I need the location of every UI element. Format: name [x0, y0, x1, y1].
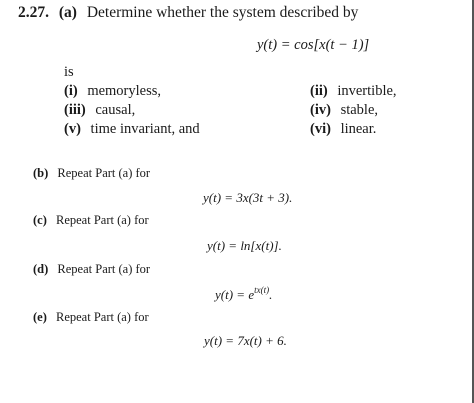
part-b-heading [33, 166, 150, 181]
property-number: (vi) [310, 121, 331, 137]
part-a-text: Determine whether the system described by [86, 4, 359, 21]
part-e-text: Repeat Part (a) for [56, 310, 149, 324]
part-d-label: (d) [33, 262, 49, 276]
property-text: invertible, [337, 83, 397, 99]
part-d-equation-exponent: tx(t) [254, 285, 270, 295]
part-e-equation: y(t) = 7x(t) + 6. [204, 333, 287, 348]
property-item [64, 102, 135, 119]
part-e-heading [33, 310, 149, 325]
property-text: stable, [340, 102, 379, 118]
part-c-heading [33, 213, 149, 228]
property-item [64, 83, 161, 100]
problem-heading [18, 4, 358, 22]
part-a-label: (a) [58, 4, 77, 21]
problem-number: 2.27. [18, 4, 49, 21]
property-text: memoryless, [87, 83, 162, 99]
part-b-text: Repeat Part (a) for [57, 166, 151, 180]
is-word: is [64, 64, 74, 80]
part-b-equation: y(t) = 3x(3t + 3). [203, 190, 293, 205]
property-text: time invariant, and [90, 121, 200, 137]
property-item [64, 121, 200, 138]
part-d-text: Repeat Part (a) for [57, 262, 151, 276]
property-number: (ii) [310, 83, 328, 99]
property-text: linear. [340, 121, 377, 137]
main-equation: y(t) = cos[x(t − 1)] [257, 37, 370, 53]
part-c-equation: y(t) = ln[x(t)]. [207, 238, 282, 253]
property-number: (iii) [64, 102, 86, 118]
part-c-text: Repeat Part (a) for [56, 213, 149, 227]
part-d-heading [33, 262, 150, 277]
property-item [310, 102, 378, 119]
property-item [310, 121, 376, 138]
property-number: (v) [64, 121, 81, 137]
part-d-equation [215, 287, 272, 303]
part-e-label: (e) [33, 310, 47, 324]
part-c-label: (c) [33, 213, 47, 227]
property-number: (i) [64, 83, 78, 99]
part-b-label: (b) [33, 166, 49, 180]
property-number: (iv) [310, 102, 331, 118]
part-d-equation-tail: . [269, 287, 273, 302]
property-item [310, 83, 397, 100]
part-d-equation-base: y(t) = e [215, 287, 255, 302]
property-text: causal, [95, 102, 136, 118]
